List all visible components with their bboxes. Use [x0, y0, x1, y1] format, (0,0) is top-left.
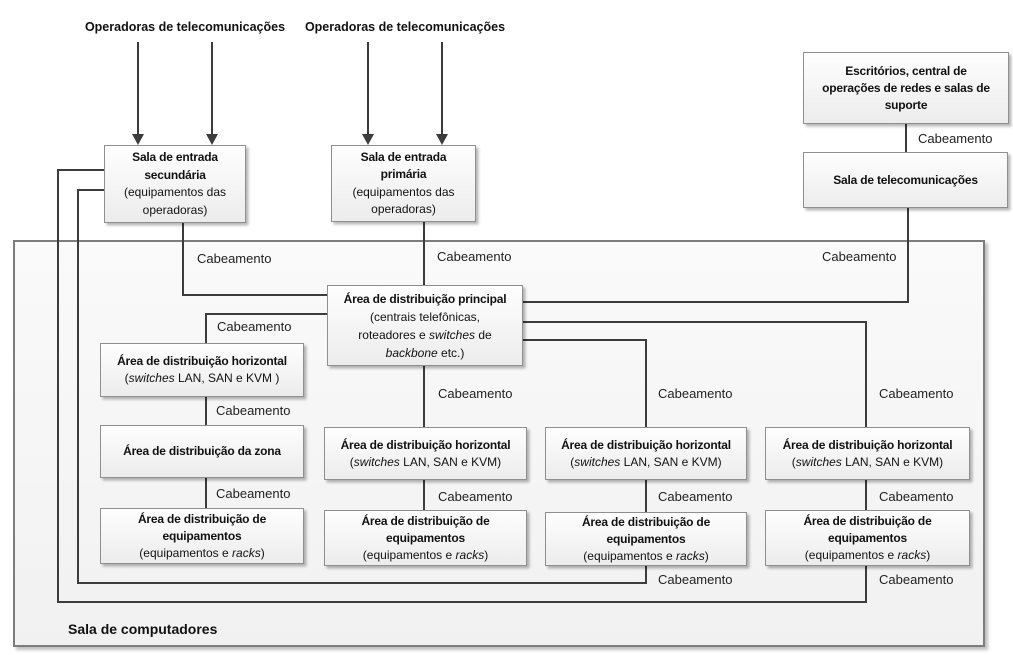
cabling-label-eda4-bottom: Cabeamento [879, 572, 954, 587]
operator-arrow-line-2 [211, 42, 213, 136]
operators-label-1: Operadoras de telecomunicações [84, 20, 286, 34]
box-telecom-room: Sala de telecomunicações [803, 152, 1008, 208]
connector-mda-to-col3-h [522, 339, 647, 341]
arrow-down-icon [362, 134, 374, 145]
arrow-down-icon [132, 134, 144, 145]
connector-bottom-to-eda3 [77, 582, 647, 584]
box-horizontal-distribution-3: Área de distribuição horizontal (switches LAN, SAN e KVM) [545, 427, 747, 480]
connector-secondary-down-outer [57, 169, 59, 603]
connector-mda-to-hda2 [423, 366, 425, 427]
box-zone-distribution: Área de distribuição da zona [100, 425, 304, 478]
connector-primary-to-mda [423, 222, 425, 285]
operator-arrow-line-4 [441, 42, 443, 136]
box-equipment-distribution-4: Área de distribuição de equipamentos (equipamentos e racks) [765, 510, 970, 566]
box-entrance-primary: Sala de entrada primária (equipamentos das operadoras) [331, 145, 476, 222]
box-horizontal-distribution-4: Área de distribuição horizontal (switches LAN, SAN e KVM) [765, 427, 970, 480]
connector-mda-to-col4-h [522, 321, 867, 323]
connector-hda2-to-eda2 [423, 480, 425, 510]
connector-secondary-down-inner [77, 189, 79, 584]
connector-telecom-to-mda [522, 301, 909, 303]
box-horizontal-distribution-2: Área de distribuição horizontal (switches LAN, SAN e KVM) [324, 427, 527, 480]
connector-mda-to-hda4 [865, 322, 867, 428]
connector-hda4-to-eda4 [865, 480, 867, 510]
connector-eda3-bottom-stub [645, 566, 647, 584]
cabling-label-zone-eda1: Cabeamento [216, 486, 291, 501]
connector-secondary-left-upper [57, 169, 108, 171]
cabling-label-mda-hda4: Cabeamento [879, 386, 954, 401]
connector-hda3-to-eda3 [645, 480, 647, 512]
connector-eda4-bottom-stub [865, 566, 867, 603]
cabling-label-mda-hda3: Cabeamento [658, 386, 733, 401]
operators-label-2: Operadoras de telecomunicações [304, 20, 506, 34]
cabling-label-primary: Cabeamento [437, 249, 512, 264]
cabling-label-eda3-bottom: Cabeamento [658, 572, 733, 587]
cabling-label-offices-telecom: Cabeamento [918, 131, 993, 146]
connector-secondary-to-mda-h [182, 294, 328, 296]
cabling-label-telecom-main: Cabeamento [822, 249, 897, 264]
connector-mda-to-hda1 [205, 314, 207, 343]
cabling-label-mda-hda1: Cabeamento [217, 319, 292, 334]
arrow-down-icon [206, 134, 218, 145]
box-equipment-distribution-2: Área de distribuição de equipamentos (equipamentos e racks) [324, 510, 527, 566]
connector-secondary-to-mda-v [182, 223, 184, 296]
box-main-distribution-area: Área de distribuição principal (centrais telefônicas, roteadores e switches de backbone etc.) [327, 285, 523, 366]
connector-zone-to-eda1 [205, 478, 207, 508]
box-equipment-distribution-1: Área de distribuição de equipamentos (equipamentos e racks) [100, 508, 304, 564]
arrow-down-icon [436, 134, 448, 145]
box-equipment-distribution-3: Área de distribuição de equipamentos (equipamentos e racks) [545, 512, 747, 566]
operator-arrow-line-1 [137, 42, 139, 136]
cabling-label-mda-hda2: Cabeamento [438, 386, 513, 401]
connector-offices-to-telecom [905, 124, 907, 152]
cabling-label-hda2-eda2: Cabeamento [438, 489, 513, 504]
connector-hda1-to-zone [205, 397, 207, 425]
cabling-label-hda1-zone: Cabeamento [216, 403, 291, 418]
operator-arrow-line-3 [367, 42, 369, 136]
connector-mda-to-hda3 [645, 340, 647, 427]
cabling-label-secondary: Cabeamento [197, 251, 272, 266]
box-entrance-secondary: Sala de entrada secundária (equipamentos das operadoras) [104, 145, 246, 223]
box-horizontal-distribution-1: Área de distribuição horizontal (switches LAN, SAN e KVM ) [100, 343, 304, 397]
box-offices: Escritórios, central de operações de redes e salas de suporte [803, 52, 1009, 124]
connector-mda-to-col1-h [205, 313, 328, 315]
cabling-label-hda3-eda3: Cabeamento [658, 489, 733, 504]
cabling-label-hda4-eda4: Cabeamento [879, 489, 954, 504]
connector-bottom-to-eda4 [57, 601, 867, 603]
computer-room-label: Sala de computadores [68, 621, 218, 637]
connector-telecom-down [907, 208, 909, 303]
